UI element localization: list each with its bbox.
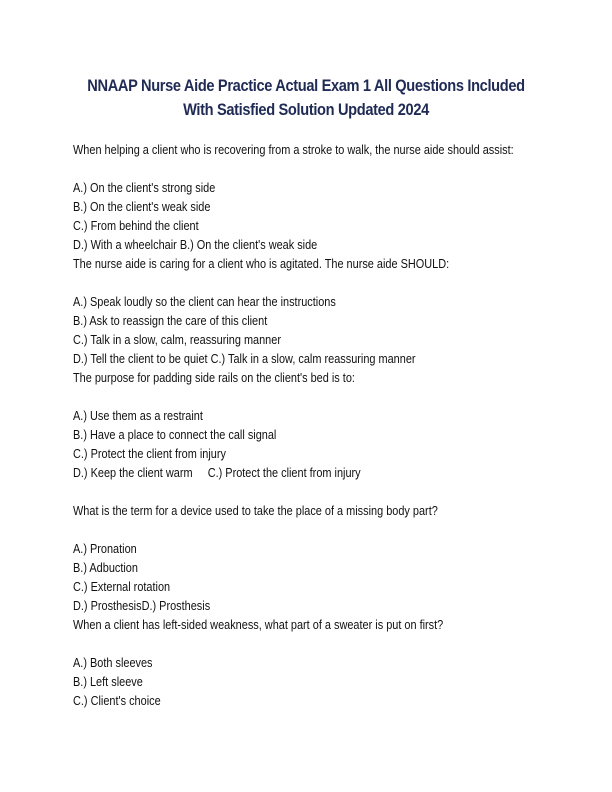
option-d: D.) Tell the client to be quiet [73,351,208,366]
title-line-2: With Satisfied Solution Updated 2024 [183,100,429,119]
spacer [73,634,493,653]
option-a: A.) Use them as a restraint [73,408,203,423]
answer-text: D.) Prosthesis [141,598,211,613]
option-c: C.) Talk in a slow, calm, reassuring manner [73,332,281,347]
answer-text: C.) Protect the client from injury [207,465,361,480]
option-a: A.) On the client's strong side [73,180,216,195]
answer-text: B.) On the client's weak side [179,237,318,252]
option-d-row [73,596,493,615]
option-b: B.) On the client's weak side [73,199,211,214]
option-d: D.) Prosthesis [73,598,142,613]
option-a: A.) Pronation [73,541,137,556]
answer-text: C.) Talk in a slow, calm reassuring manner [210,351,416,366]
option-d-row [73,349,493,368]
question-text: What is the term for a device used to take the place of a missing body part? [73,503,438,518]
document-body [73,140,514,710]
option-c: C.) External rotation [73,579,171,594]
question-text: The nurse aide is caring for a client who is agitated. The nurse aide SHOULD: [73,256,450,271]
option-d-row [73,235,493,254]
spacer [73,273,493,292]
option-d-row [73,463,493,482]
spacer [73,482,493,501]
document-title [77,74,535,122]
option-c: C.) Client's choice [73,693,161,708]
option-d: D.) Keep the client warm [73,465,193,480]
spacer [73,520,493,539]
question-text: The purpose for padding side rails on the client's bed is to: [73,370,355,385]
option-b: B.) Left sleeve [73,674,143,689]
question-text: When a client has left-sided weakness, what part of a sweater is put on first? [73,617,444,632]
option-c: C.) From behind the client [73,218,199,233]
option-b: B.) Ask to reassign the care of this client [73,313,268,328]
spacer [73,159,493,178]
option-a: A.) Both sleeves [73,655,153,670]
option-c: C.) Protect the client from injury [73,446,226,461]
question-text: When helping a client who is recovering from a stroke to walk, the nurse aide should assist: [73,142,514,157]
option-b: B.) Adbuction [73,560,138,575]
option-d: D.) With a wheelchair [73,237,177,252]
option-a: A.) Speak loudly so the client can hear the instructions [73,294,336,309]
title-line-1: NNAAP Nurse Aide Practice Actual Exam 1 All Questions Included [87,76,525,95]
option-b: B.) Have a place to connect the call signal [73,427,277,442]
spacer [73,387,493,406]
